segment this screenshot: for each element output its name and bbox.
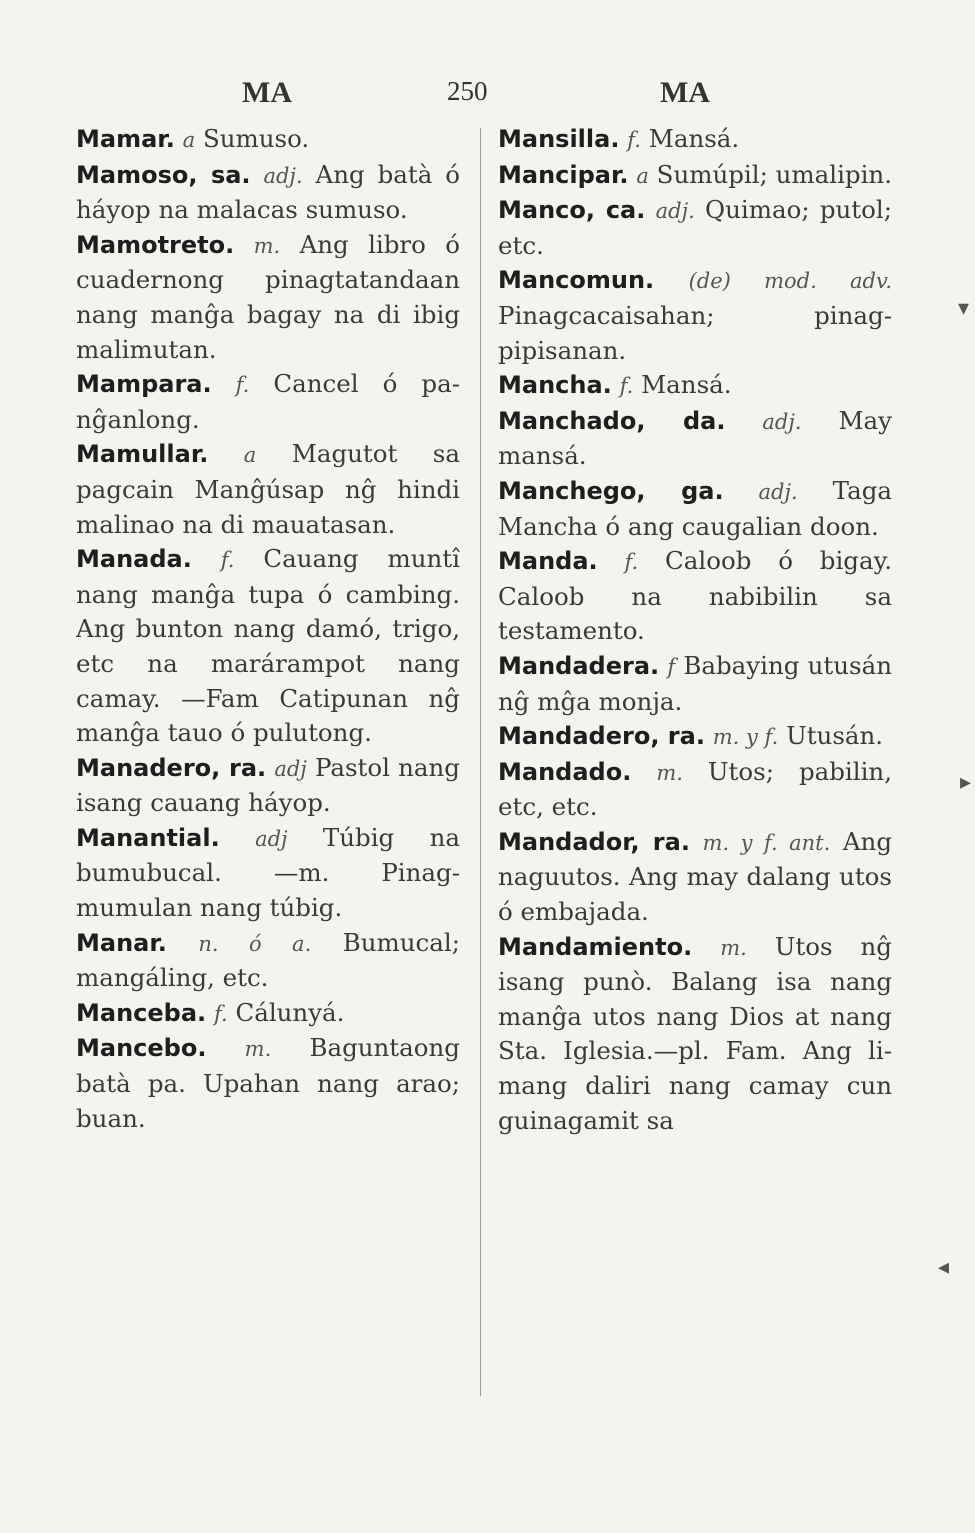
dictionary-entry <box>76 996 460 1032</box>
entry-headword: Manadero, ra. <box>76 753 267 782</box>
entry-headword: Mampara. <box>76 370 212 399</box>
entry-grammar: f. <box>213 1001 228 1026</box>
entry-definition: Utos nĝ isang punò. Balang isa nang manĝa utos nang Dios at nang Sta. Iglesia.—pl. Fam. Ang limang daliri nang camay cun guinagamit sa <box>498 931 892 1135</box>
entry-headword: Manco, ca. <box>498 196 646 225</box>
entry-grammar: adj. <box>655 199 695 224</box>
dictionary-entry <box>76 542 460 751</box>
dictionary-entry <box>76 751 460 821</box>
dictionary-entry <box>498 755 892 825</box>
entry-headword: Mamar. <box>76 125 175 153</box>
entry-grammar: f. <box>220 548 235 573</box>
entry-definition: Túbig na bumubucal. —m. Pinagmumulan nang túbig. <box>76 822 460 923</box>
entry-headword: Mancomun. <box>498 266 655 295</box>
entry-headword: Mandadera. <box>498 651 660 680</box>
entry-definition: Mansá. <box>648 124 740 153</box>
entry-grammar: adj. <box>758 479 798 504</box>
entry-grammar: f <box>667 654 676 679</box>
entry-grammar: (de) mod. adv. <box>688 269 892 294</box>
dictionary-entry <box>76 367 460 437</box>
entry-grammar: n. ó a. <box>198 931 312 956</box>
entry-definition: Cauang muntî nang manĝa tupa ó cambing. Ang bunton nang damó, trigo, etc na marárampot nang camay. —Fam Catipunan nĝ manĝa tauo ó pulutong. <box>76 544 460 748</box>
entry-grammar: f. <box>235 373 250 398</box>
entry-grammar: m. <box>720 935 747 960</box>
entry-headword: Manada. <box>76 545 192 574</box>
entry-definition: Ang batà ó háyop na malacas sumuso. <box>76 159 461 225</box>
entry-headword: Mamoso, sa. <box>76 160 251 189</box>
entry-definition: Ang libro ó cuadernong pinagtatandaan nang manĝa bagay na di ibig malimutan. <box>76 229 460 364</box>
entry-definition: Ang naguutos. Ang may dalang utos ó embajada. <box>498 826 893 927</box>
entry-definition: Pastol nang isang cauang háyop. <box>76 752 460 818</box>
entry-definition: Caloob ó bigay. Caloob na nabibilin sa testamento. <box>498 546 892 646</box>
entry-headword: Manda. <box>498 547 598 576</box>
entry-grammar: a <box>182 128 196 152</box>
dictionary-entry <box>498 930 892 1139</box>
entry-headword: Mandadero, ra. <box>498 722 705 751</box>
entry-grammar: m. y f. <box>712 725 779 750</box>
dictionary-entry <box>76 122 460 158</box>
page-header <box>0 76 975 116</box>
entry-headword: Mandador, ra. <box>498 827 690 856</box>
entry-headword: Mandado. <box>498 757 632 786</box>
entry-grammar: f. <box>627 128 641 152</box>
entry-grammar: adj <box>274 756 307 781</box>
entry-headword: Mancebo. <box>76 1034 207 1063</box>
entry-definition: Babaying utusán nĝ mĝa monja. <box>498 650 892 716</box>
right-column <box>498 122 892 1138</box>
entry-grammar: m. <box>656 760 683 785</box>
right-guide-word: MA <box>660 76 710 109</box>
entry-definition: Magutot sa pagcain Manĝúsap nĝ hindi malinao na di mauatasan. <box>76 439 460 539</box>
dictionary-entry <box>498 368 892 404</box>
entry-definition: May mansá. <box>498 405 892 471</box>
entry-headword: Manchego, ga. <box>498 476 724 505</box>
entry-headword: Mansilla. <box>498 125 620 153</box>
entry-grammar: adj. <box>762 409 802 434</box>
entry-grammar: m. <box>253 233 281 258</box>
entry-headword: Mamullar. <box>76 440 209 469</box>
entry-headword: Manchado, da. <box>498 406 726 435</box>
dictionary-entry <box>76 228 460 367</box>
entry-definition: Cancel ó panĝanlong. <box>76 369 460 434</box>
dictionary-entry <box>498 649 892 719</box>
margin-mark: ▸ <box>960 770 972 795</box>
entry-grammar: a <box>636 163 649 188</box>
entry-definition: Sumúpil; umalipin. <box>656 159 893 189</box>
entry-headword: Mancha. <box>498 371 612 400</box>
dictionary-entry <box>498 193 892 263</box>
entry-grammar: m. <box>244 1037 272 1062</box>
dictionary-entry <box>76 1031 460 1136</box>
entry-grammar: f. <box>619 374 634 399</box>
column-divider <box>480 128 481 1396</box>
margin-mark: ▾ <box>958 296 970 321</box>
entry-headword: Manantial. <box>76 823 220 852</box>
entry-grammar: m. y f. ant. <box>702 830 831 855</box>
entry-definition: Utusán. <box>786 721 884 751</box>
dictionary-entry <box>498 122 892 158</box>
entry-headword: Manceba. <box>76 998 207 1027</box>
dictionary-entry <box>76 158 460 228</box>
entry-definition: Baguntaong batà pa. Upahan nang arao; buan. <box>76 1033 460 1133</box>
dictionary-entry <box>498 404 892 474</box>
entry-definition: Quimao; putol; etc. <box>498 195 892 260</box>
entry-definition: Taga Mancha ó ang caugalian doon. <box>498 475 892 541</box>
entry-headword: Mandamiento. <box>498 932 693 961</box>
left-guide-word: MA <box>242 76 292 109</box>
margin-mark: ◂ <box>938 1255 950 1280</box>
dictionary-entry <box>498 158 892 194</box>
entry-grammar: adj <box>255 826 288 851</box>
entry-grammar: f. <box>624 550 639 575</box>
entry-headword: Manar. <box>76 928 167 957</box>
dictionary-entry <box>498 544 892 649</box>
entry-definition: Cálunyá. <box>235 997 345 1027</box>
entry-headword: Mancipar. <box>498 160 629 189</box>
dictionary-entry <box>76 926 460 996</box>
page-number: 250 <box>447 76 488 106</box>
entry-definition: Mansá. <box>641 370 732 400</box>
entry-grammar: adj. <box>263 163 303 188</box>
entry-headword: Mamotreto. <box>76 230 235 259</box>
entry-definition: Pinagcacaisahan; pinagpipisanan. <box>498 300 892 365</box>
dictionary-entry <box>498 825 892 930</box>
dictionary-entry <box>498 474 892 544</box>
left-column <box>76 122 460 1136</box>
entry-definition: Sumuso. <box>202 124 310 153</box>
dictionary-entry <box>76 437 460 542</box>
dictionary-entry <box>498 263 892 368</box>
entry-grammar: a <box>243 443 257 468</box>
entry-definition: Utos; pabilin, etc, etc. <box>498 756 892 822</box>
dictionary-entry <box>76 821 460 926</box>
entry-definition: Bumucal; mangáling, etc. <box>76 927 460 993</box>
dictionary-entry <box>498 719 892 755</box>
